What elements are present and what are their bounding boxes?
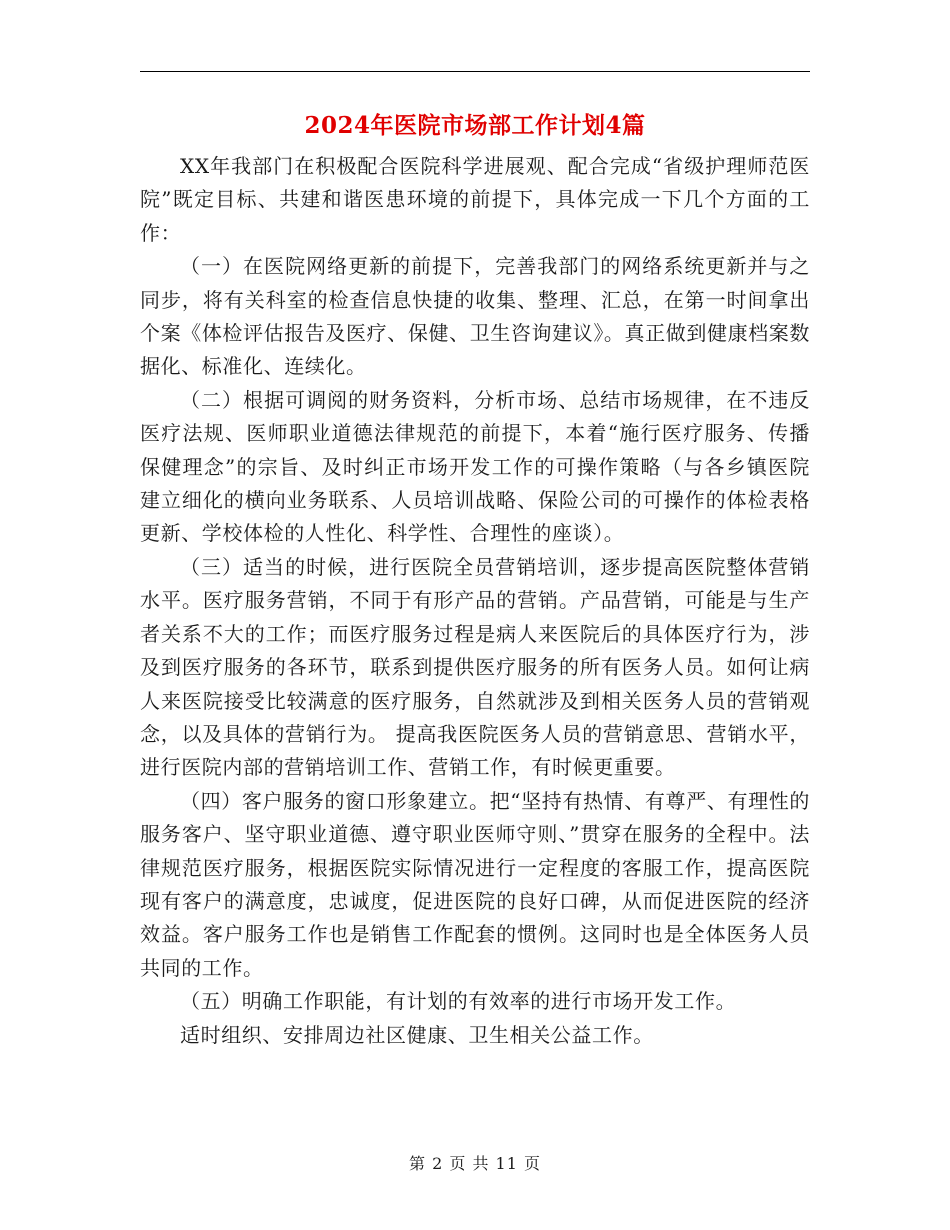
paragraph-intro: XX年我部门在积极配合医院科学进展观、配合完成“省级护理师范医院”既定目标、共建和谐医患环境的前提下，具体完成一下几个方面的工作： — [140, 154, 810, 245]
paragraph-closing: 适时组织、安排周边社区健康、卫生相关公益工作。 — [180, 1022, 654, 1047]
paragraph-item-3: （三）适当的时候，进行医院全员营销培训，逐步提高医院整体营销水平。医疗服务营销，不同于有形产品的营销。产品营销，可能是与生产者关系不大的工作；而医疗服务过程是病人来医院后的具体医疗行为，涉及到医疗服务的各环节，联系到提供医疗服务的所有医务人员。如何让病人来医院接受比较满意的医疗服务，自然就涉及到相关医务人员的营销观念，以及具体的营销行为。 提高我医院医务人员的营销意思、营销水平，进行医院内部的营销培训工作、营销工作，有时候更重要。 — [140, 554, 810, 780]
paragraph-item-2: （二）根据可调阅的财务资料，分析市场、总结市场规律，在不违反医疗法规、医师职业道德法律规范的前提下，本着“施行医疗服务、传播保健理念”的宗旨、及时纠正市场开发工作的可操作策略（与各乡镇医院建立细化的横向业务联系、人员培训战略、保险公司的可操作的体检表格更新、学校体检的人性化、科学性、合理性的座谈）。 — [140, 387, 810, 546]
page-number: 第 2 页 共 11 页 — [409, 1154, 541, 1173]
paragraph-item-5: （五）明确工作职能，有计划的有效率的进行市场开发工作。 — [180, 989, 737, 1014]
header-rule — [140, 71, 810, 72]
paragraph-item-1: （一）在医院网络更新的前提下，完善我部门的网络系统更新并与之同步，将有关科室的检查信息快捷的收集、整理、汇总，在第一时间拿出个案《体检评估报告及医疗、保健、卫生咨询建议》。真正做到健康档案数据化、标准化、连续化。 — [140, 254, 810, 379]
paragraph-item-4: （四）客户服务的窗口形象建立。把“坚持有热情、有尊严、有理性的服务客户、坚守职业道德、遵守职业医师守则、”贯穿在服务的全程中。法律规范医疗服务，根据医院实际情况进行一定程度的客服工作，提高医院现有客户的满意度，忠诚度，促进医院的良好口碑，从而促进医院的经济效益。客户服务工作也是销售工作配套的惯例。这同时也是全体医务人员共同的工作。 — [140, 788, 810, 980]
document-body — [140, 150, 810, 1052]
document-title: 2024年医院市场部工作计划4篇 — [304, 112, 646, 139]
